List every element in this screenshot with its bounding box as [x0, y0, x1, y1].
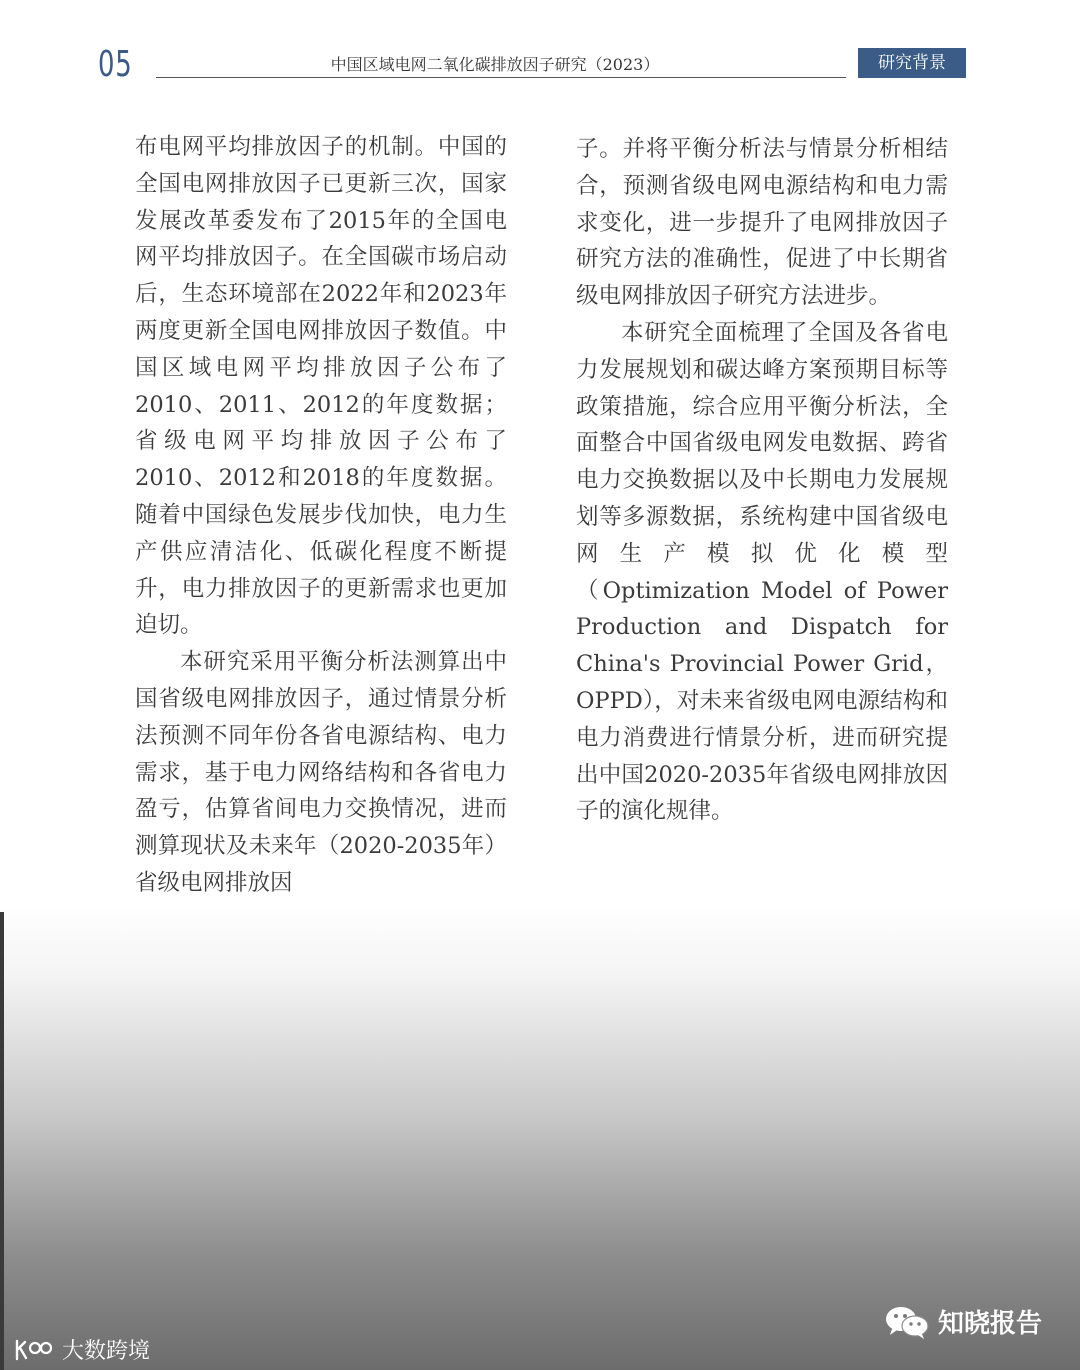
- kdb-logo-icon: [14, 1338, 54, 1362]
- watermark-left-text: 大数跨境: [62, 1339, 151, 1364]
- right-paragraph-2: 本研究全面梳理了全国及各省电力发展规划和碳达峰方案预期目标等政策措施，综合应用平衡分析法，全面整合中国省级电网发电数据、跨省电力交换数据以及中长期电力发展规划等多源数据，系统构建中国省级电网生产模拟优化模型（Optimization Model of Power Production and Dispatch for China's Provincial Power Grid，OPPD），对未来省级电网电源结构和电力消费进行情景分析，进而研究提出中国2020-2035年省级电网排放因子的演化规律。: [576, 319, 948, 825]
- watermark-left: [14, 1334, 150, 1365]
- left-edge-bar: [0, 912, 4, 1370]
- left-paragraph-1: 布电网平均排放因子的机制。中国的全国电网排放因子已更新三次，国家发展改革委发布了2015年的全国电网平均排放因子。在全国碳市场启动后，生态环境部在2022年和2023年两度更新全国电网排放因子数值。中国区域电网平均排放因子公布了2010、2011、2012的年度数据；省级电网平均排放因子公布了2010、2012和2018的年度数据。随着中国绿色发展步伐加快，电力生产供应清洁化、低碳化程度不断提升，电力排放因子的更新需求也更加迫切。: [135, 134, 507, 639]
- bottom-gradient-background: [0, 905, 1080, 1370]
- running-header-title: 中国区域电网二氧化碳排放因子研究（2023）: [330, 55, 660, 74]
- header-divider: [156, 77, 846, 78]
- left-column: [135, 129, 507, 902]
- right-paragraph-1: 子。并将平衡分析法与情景分析相结合，预测省级电网电源结构和电力需求变化，进一步提升了电网排放因子研究方法的准确性，促进了中长期省级电网排放因子研究方法进步。: [576, 136, 948, 310]
- right-column: [576, 131, 948, 830]
- left-paragraph-2: 本研究采用平衡分析法测算出中国省级电网排放因子，通过情景分析法预测不同年份各省电源结构、电力需求，基于电力网络结构和各省电力盈亏，估算省间电力交换情况，进而测算现状及未来年（2020-2035年）省级电网排放因: [135, 649, 507, 896]
- page-number: 05: [98, 44, 133, 85]
- section-tag: 研究背景: [858, 48, 966, 78]
- watermark-right: [884, 1303, 1042, 1340]
- wechat-icon: [884, 1304, 930, 1340]
- watermark-right-text: 知晓报告: [938, 1309, 1043, 1339]
